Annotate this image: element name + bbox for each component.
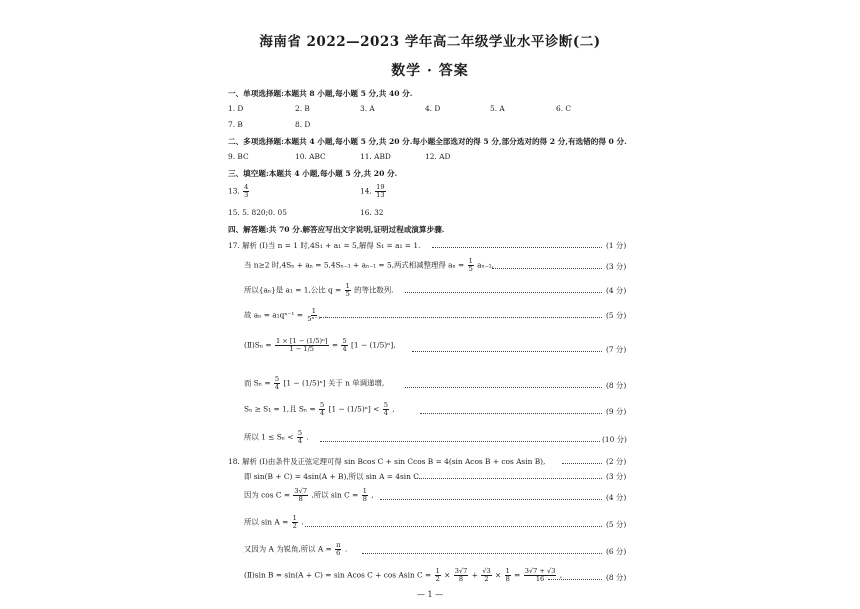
fraction-denominator: 2 bbox=[435, 575, 440, 583]
fraction-denominator: 8 bbox=[505, 575, 510, 583]
text-part: ,所以 sin C = bbox=[311, 490, 359, 500]
fraction-denominator: 16 bbox=[535, 575, 545, 583]
q18-line-3 bbox=[244, 488, 374, 503]
text-part: 而 Sₙ = bbox=[244, 378, 271, 388]
text-part: 的等比数列. bbox=[354, 285, 394, 295]
answer-10: 10. ABC bbox=[295, 152, 326, 161]
q18-line-1: 18. 解析 (Ⅰ)由条件及正弦定理可得 sin Bcos C + sin Ccos B = 4(sin Acos B + cos Asin B), bbox=[228, 457, 546, 466]
dot-leader bbox=[562, 463, 602, 464]
answer-3: 3. A bbox=[360, 104, 375, 113]
fraction-denominator: 13 bbox=[376, 191, 385, 199]
fraction-numerator: √3 bbox=[482, 567, 491, 575]
answer-7: 7. B bbox=[228, 120, 243, 129]
fraction bbox=[524, 568, 557, 583]
fraction-numerator: π bbox=[336, 541, 341, 549]
text-part: (Ⅱ)Sₙ = bbox=[244, 340, 272, 350]
text-part: = bbox=[514, 570, 521, 580]
fraction-numerator: 19 bbox=[376, 183, 385, 191]
score-10: (10 分) bbox=[602, 435, 627, 444]
answer-14-label: 14. bbox=[360, 186, 372, 196]
q17-line-4 bbox=[244, 308, 327, 323]
fraction bbox=[319, 402, 325, 417]
fraction-numerator: 1 bbox=[505, 567, 510, 575]
score-18-6: (6 分) bbox=[606, 547, 627, 556]
dot-leader bbox=[362, 553, 602, 554]
fraction-numerator: 1 bbox=[292, 514, 297, 522]
answer-13 bbox=[228, 184, 250, 199]
fraction bbox=[505, 568, 511, 583]
score-5: (5 分) bbox=[606, 311, 627, 320]
answer-14-fraction bbox=[375, 184, 385, 199]
score-3: (3 分) bbox=[606, 262, 627, 271]
fraction-numerator: 5 bbox=[342, 337, 347, 345]
fraction bbox=[362, 488, 368, 503]
answer-14 bbox=[360, 184, 387, 199]
score-7: (7 分) bbox=[606, 345, 627, 354]
text-part: , bbox=[392, 404, 395, 414]
fraction-numerator: 3√7 + √3 bbox=[524, 567, 556, 575]
score-9: (9 分) bbox=[606, 407, 627, 416]
dot-leader bbox=[320, 441, 600, 442]
fraction-numerator: 1 bbox=[311, 307, 316, 315]
fraction-numerator: 1 × [1 − (1/5)ⁿ] bbox=[275, 337, 328, 345]
text-part: × bbox=[444, 570, 451, 580]
answer-13-fraction bbox=[243, 184, 249, 199]
dot-leader bbox=[492, 268, 602, 269]
text-part: × bbox=[495, 570, 502, 580]
document-subtitle: 数学 · 答案 bbox=[391, 63, 469, 79]
fraction-numerator: 5 bbox=[320, 401, 325, 409]
fraction bbox=[293, 488, 308, 503]
q18-line-5 bbox=[244, 542, 347, 557]
fraction-denominator: 4 bbox=[342, 345, 347, 353]
dot-leader bbox=[420, 413, 602, 414]
fraction-denominator: 3 bbox=[244, 191, 249, 199]
fraction-denominator: 5 bbox=[468, 265, 473, 273]
fraction-numerator: 1 bbox=[468, 257, 473, 265]
fraction bbox=[435, 568, 441, 583]
answer-12: 12. AD bbox=[425, 152, 451, 161]
section-1-heading: 一、单项选择题:本题共 8 小题,每小题 5 分,共 40 分. bbox=[228, 89, 413, 98]
fraction-denominator: 4 bbox=[274, 383, 280, 391]
dot-leader bbox=[548, 579, 602, 580]
dot-leader bbox=[320, 317, 602, 318]
fraction-denominator: 4 bbox=[320, 409, 325, 417]
text-part: + bbox=[471, 570, 478, 580]
q18-line-2: 即 sin(B + C) = 4sin(A + B),所以 sin A = 4sin C. bbox=[244, 472, 422, 481]
score-18-5: (5 分) bbox=[606, 520, 627, 529]
answer-16: 16. 32 bbox=[360, 208, 384, 217]
fraction-numerator: 5 bbox=[274, 375, 280, 383]
fraction bbox=[275, 338, 329, 353]
answer-13-label: 13. bbox=[228, 186, 240, 196]
fraction-denominator: 8 bbox=[362, 495, 367, 503]
fraction-denominator: 8 bbox=[298, 495, 303, 503]
text-part: (Ⅱ)sin B = sin(A + C) = sin Acos C + cos Asin C = bbox=[244, 570, 432, 580]
fraction bbox=[468, 258, 474, 273]
text-part: , bbox=[559, 570, 563, 580]
answer-5: 5. A bbox=[490, 104, 505, 113]
fraction bbox=[292, 515, 298, 530]
fraction-denominator: 2 bbox=[484, 575, 489, 583]
score-18-3: (3 分) bbox=[606, 472, 627, 481]
text-part: aₙ₋₁, bbox=[477, 260, 494, 270]
fraction-denominator: 8 bbox=[458, 575, 464, 583]
score-4: (4 分) bbox=[606, 286, 627, 295]
fraction-denominator: 4 bbox=[297, 437, 303, 445]
text-part: Sₙ ≥ S₁ = 1,且 Sₙ = bbox=[244, 404, 316, 414]
answer-15: 15. 5. 820;0. 05 bbox=[228, 208, 287, 217]
dot-leader bbox=[380, 499, 602, 500]
answer-6: 6. C bbox=[556, 104, 572, 113]
q17-line-1: 17. 解析 (Ⅰ)当 n = 1 时,4S₁ + a₁ = 5,解得 S₁ = a₁ = 1. bbox=[228, 241, 421, 250]
fraction-denominator: 5 bbox=[345, 290, 350, 298]
dot-leader bbox=[415, 478, 602, 479]
document-title: 海南省 2022—2023 学年高二年级学业水平诊断(二) bbox=[259, 34, 601, 50]
section-4-heading: 四、解答题:共 70 分.解答应写出文字说明,证明过程或演算步骤. bbox=[228, 225, 445, 234]
q17-line-3 bbox=[244, 283, 393, 298]
text-part: [1 − (1/5)ⁿ], bbox=[351, 340, 396, 350]
fraction-numerator: 5 bbox=[383, 401, 388, 409]
q18-line-6 bbox=[244, 568, 562, 583]
score-18-2: (2 分) bbox=[606, 457, 627, 466]
score-18-4: (4 分) bbox=[606, 493, 627, 502]
section-3-heading: 三、填空题:本题共 4 小题,每小题 5 分,共 20 分. bbox=[228, 169, 398, 178]
text-part: [1 − (1/5)ⁿ] 关于 n 单调递增, bbox=[283, 378, 385, 388]
dot-leader bbox=[405, 292, 602, 293]
fraction-numerator: 1 bbox=[435, 567, 440, 575]
fraction-numerator: 4 bbox=[244, 183, 249, 191]
fraction-denominator: 5ⁿ⁻¹ bbox=[307, 315, 321, 323]
q17-line-6 bbox=[244, 376, 384, 391]
answer-9: 9. BC bbox=[228, 152, 249, 161]
page-number: — 1 — bbox=[416, 590, 444, 599]
fraction bbox=[481, 568, 491, 583]
q17-line-2 bbox=[244, 258, 494, 273]
text-part: 所以 sin A = bbox=[244, 517, 289, 527]
answer-2: 2. B bbox=[295, 104, 310, 113]
text-part: 所以 1 ≤ Sₙ < bbox=[244, 432, 294, 442]
fraction-denominator: 4 bbox=[383, 409, 388, 417]
fraction bbox=[335, 542, 341, 557]
text-part: . bbox=[344, 544, 348, 554]
fraction-numerator: 1 bbox=[362, 487, 367, 495]
fraction bbox=[274, 376, 280, 391]
q17-line-5 bbox=[244, 338, 396, 353]
fraction-denominator: 2 bbox=[292, 522, 297, 530]
q17-line-8 bbox=[244, 430, 309, 445]
score-8: (8 分) bbox=[606, 381, 627, 390]
dot-leader bbox=[412, 351, 602, 352]
text-part: . bbox=[301, 517, 304, 527]
fraction bbox=[345, 283, 351, 298]
fraction-numerator: 5 bbox=[297, 429, 303, 437]
text-part: 因为 cos C = bbox=[244, 490, 291, 500]
text-part: 当 n≥2 时,4Sₙ + aₙ = 5,4Sₙ₋₁ + aₙ₋₁ = 5,两式相减整理得 aₙ = bbox=[244, 260, 465, 270]
fraction bbox=[383, 402, 389, 417]
q17-line-7 bbox=[244, 402, 395, 417]
text-part: = bbox=[331, 340, 339, 350]
score-1: (1 分) bbox=[606, 241, 627, 250]
answer-1: 1. D bbox=[228, 104, 244, 113]
text-part: . bbox=[306, 432, 309, 442]
fraction-denominator: 6 bbox=[336, 549, 341, 557]
answer-8: 8. D bbox=[295, 120, 311, 129]
fraction-denominator: 1 − 1/5 bbox=[289, 345, 314, 353]
text-part: , bbox=[371, 490, 374, 500]
text-part: [1 − (1/5)ⁿ] < bbox=[328, 404, 380, 414]
text-part: 又因为 A 为锐角,所以 A = bbox=[244, 544, 332, 554]
answer-11: 11. ABD bbox=[360, 152, 391, 161]
dot-leader bbox=[432, 247, 602, 248]
fraction bbox=[306, 308, 321, 323]
fraction bbox=[297, 430, 303, 445]
dot-leader bbox=[305, 526, 602, 527]
text-part: 所以{aₙ}是 a₁ = 1,公比 q = bbox=[244, 285, 342, 295]
answer-4: 4. D bbox=[425, 104, 441, 113]
fraction-numerator: 3√7 bbox=[454, 567, 468, 575]
fraction bbox=[341, 338, 347, 353]
text-part: 故 aₙ = a₁qⁿ⁻¹ = bbox=[244, 310, 303, 320]
dot-leader bbox=[405, 387, 602, 388]
fraction-numerator: 1 bbox=[345, 282, 350, 290]
section-2-heading: 二、多项选择题:本题共 4 小题,每小题 5 分,共 20 分.每小题全部选对的得 5 分,部分选对的得 2 分,有选错的得 0 分. bbox=[228, 137, 627, 146]
text-part: . bbox=[324, 310, 328, 320]
score-18-8: (8 分) bbox=[606, 573, 627, 582]
fraction-numerator: 3√7 bbox=[294, 487, 308, 495]
fraction bbox=[454, 568, 469, 583]
q18-line-4 bbox=[244, 515, 304, 530]
